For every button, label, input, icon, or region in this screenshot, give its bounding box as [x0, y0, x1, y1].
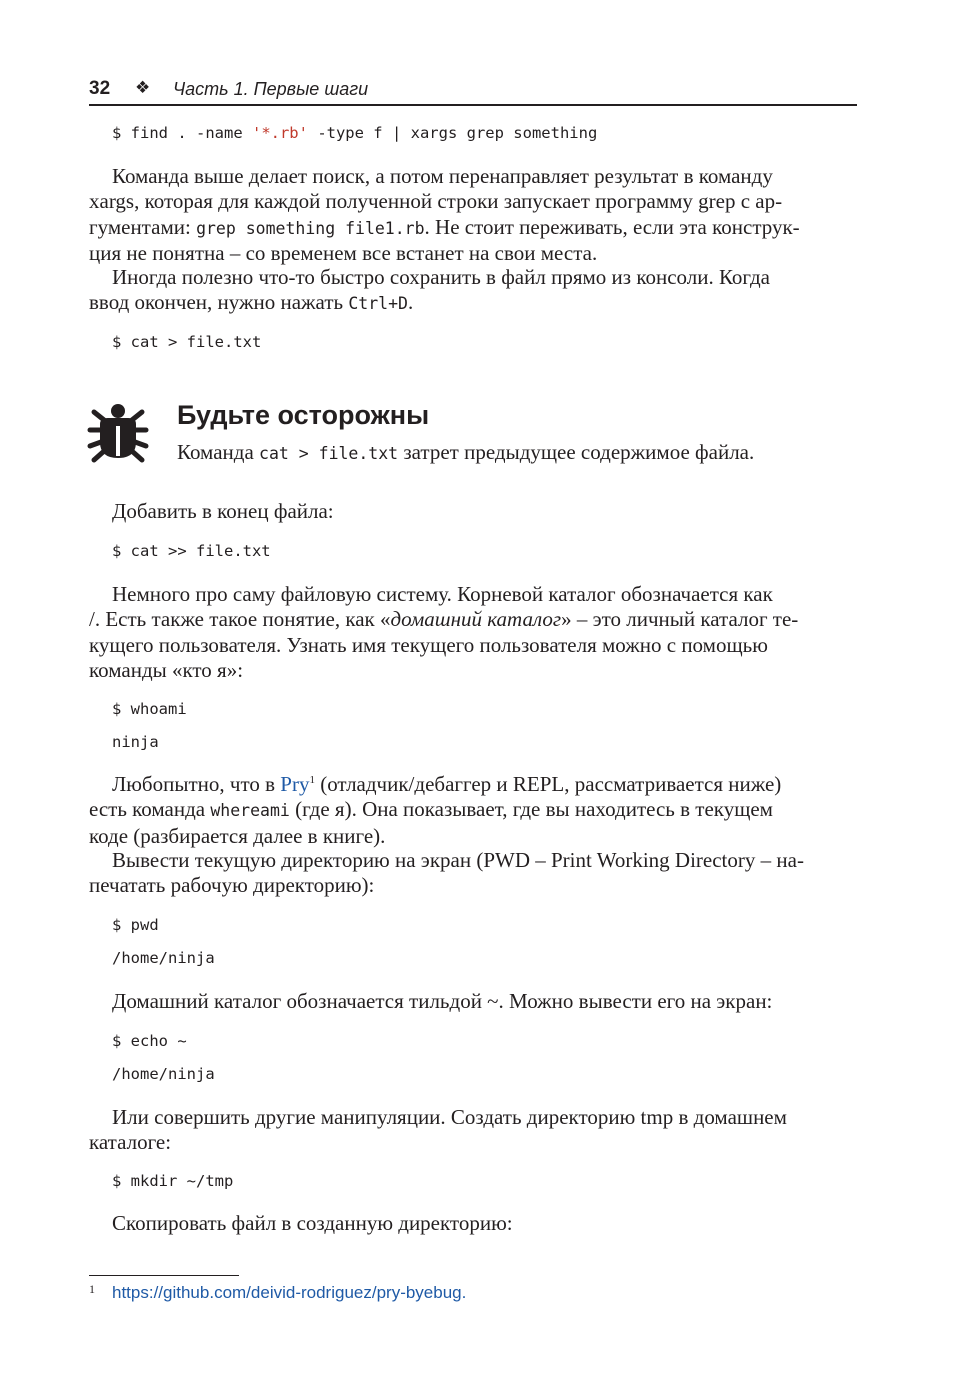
caution-text: Команда cat > file.txt затрет предыдущее содержимое файла.: [177, 440, 755, 464]
footnote-ref[interactable]: 1: [309, 774, 315, 786]
output-pwd: /home/ninja: [112, 949, 215, 967]
paragraph-copy: Скопировать файл в созданную директорию:: [112, 1211, 513, 1235]
output-whoami: ninja: [112, 733, 159, 751]
footnote-divider: [89, 1275, 239, 1276]
code-whoami: $ whoami: [112, 700, 187, 718]
running-title: Часть 1. Первые шаги: [173, 79, 369, 99]
output-echo: /home/ninja: [112, 1065, 215, 1083]
pry-link[interactable]: Pry: [280, 772, 310, 796]
paragraph-append: Добавить в конец файла:: [112, 499, 334, 523]
footnote-link[interactable]: https://github.com/deivid-rodriguez/pry-byebug.: [112, 1283, 467, 1302]
bug-icon: [86, 400, 150, 464]
paragraph-xargs: Команда выше делает поиск, а потом перенаправляет результат в команду xargs, которая для каждой полученной строки запускает программу grep с ар- гументами: grep something file1.rb. Не стоит переживать, если эта конструк- ция не понятна – со временем все встанет на свои места.: [89, 164, 800, 265]
code-pwd: $ pwd: [112, 916, 159, 934]
caution-title: Будьте осторожны: [177, 400, 430, 430]
code-find: $ find . -name '*.rb' -type f | xargs grep something: [112, 124, 598, 142]
paragraph-pry: Любопытно, что в Pry$^1$ (отладчик/дебаггер и REPL, рассматривается ниже) есть команда whereami (где я). Она показывает, где вы находитесь в текущем коде (разбирается далее в книге).: [89, 772, 782, 848]
ornament-icon: ❖: [135, 78, 151, 97]
code-cat: $ cat > file.txt: [112, 333, 262, 351]
code-mkdir: $ mkdir ~/tmp: [112, 1172, 234, 1190]
paragraph-home: Домашний каталог обозначается тильдой ~. Можно вывести его на экран:: [112, 989, 773, 1013]
paragraph-mkdir: Или совершить другие манипуляции. Создать директорию tmp в домашнем каталоге:: [89, 1105, 787, 1155]
page-number: 32: [89, 78, 111, 99]
paragraph-filesystem: Немного про саму файловую систему. Корневой каталог обозначается как /. Есть также такое понятие, как «домашний каталог» – это личный каталог те- кущего пользователя. Узнать имя текущего пользователя можно с помощью команды «кто я»:: [89, 582, 799, 682]
running-header: [89, 76, 857, 106]
paragraph-pwd: Вывести текущую директорию на экран (PWD – Print Working Directory – на- печатать рабочую директорию):: [89, 848, 804, 898]
code-cat-append: $ cat >> file.txt: [112, 542, 271, 560]
code-echo: $ echo ~: [112, 1032, 187, 1050]
footnote-number: 1: [89, 1282, 95, 1296]
paragraph-save-file: Иногда полезно что-то быстро сохранить в файл прямо из консоли. Когда ввод окончен, нужно нажать Ctrl+D.: [89, 265, 770, 315]
